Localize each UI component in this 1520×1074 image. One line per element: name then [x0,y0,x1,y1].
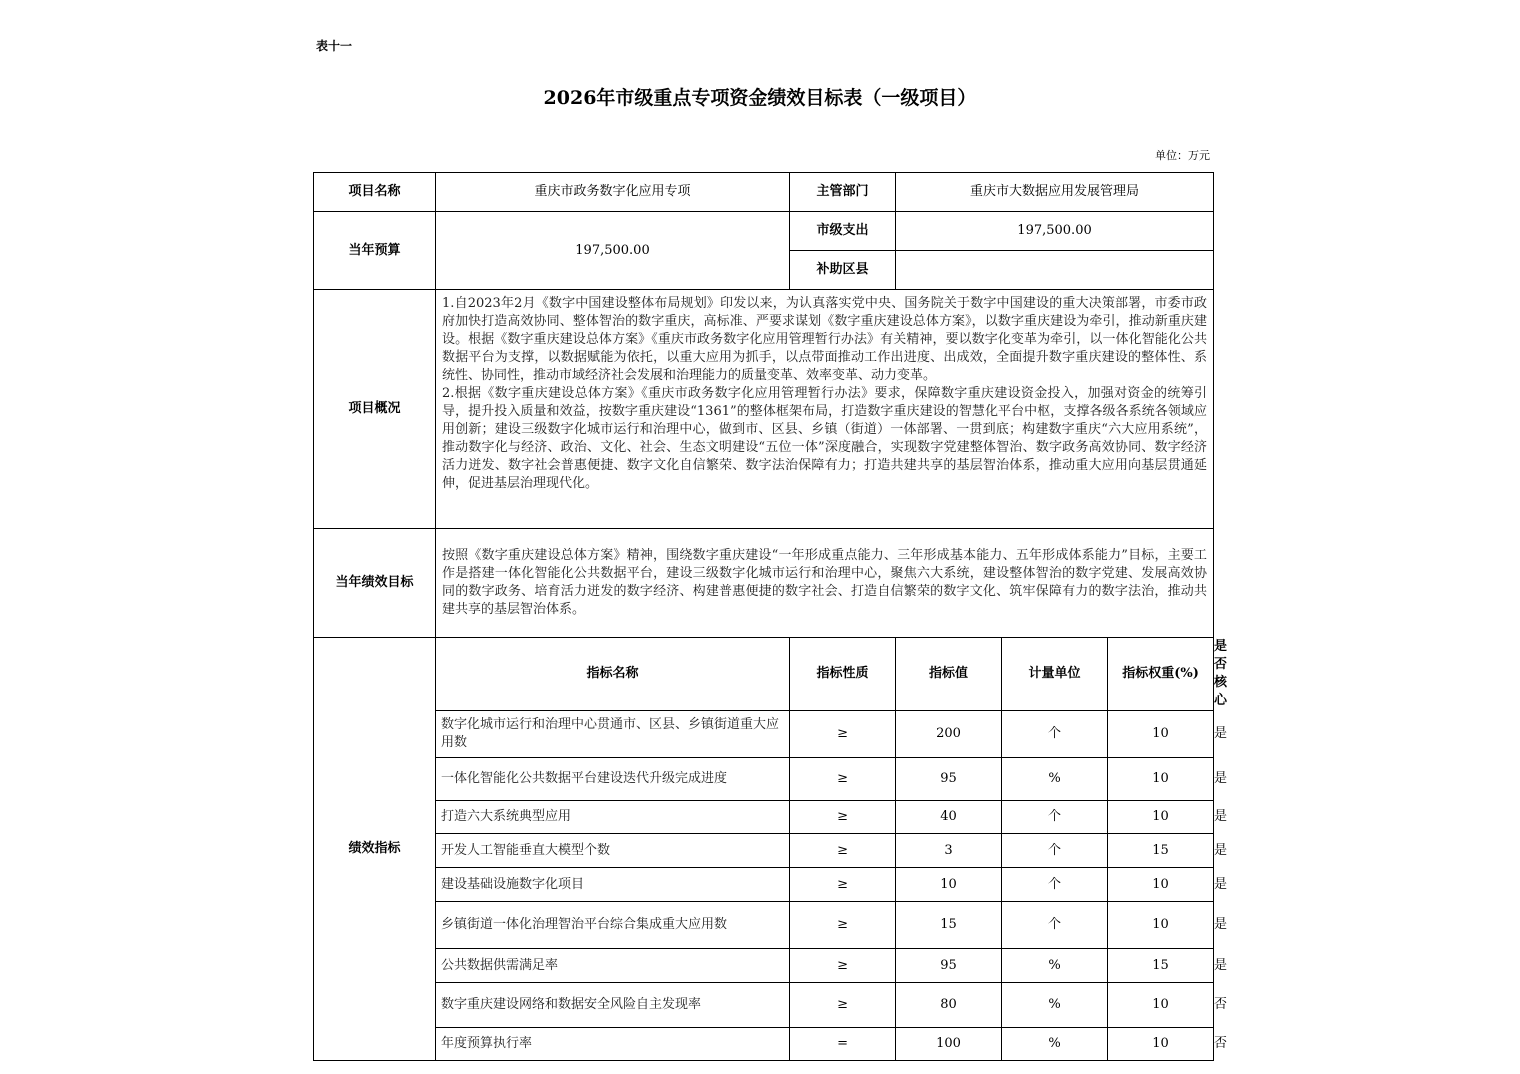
indicator-name: 乡镇街道一体化治理智治平台综合集成重大应用数 [436,902,790,949]
indicator-value: 40 [896,801,1002,834]
city-expense-value: 197,500.00 [896,212,1214,251]
project-name-label: 项目名称 [314,173,436,212]
indicator-nature: = [790,1028,896,1061]
indicator-weight: 10 [1108,1028,1214,1061]
indicator-name: 打造六大系统典型应用 [436,801,790,834]
indicator-nature: ≥ [790,902,896,949]
table-row: 乡镇街道一体化治理智治平台综合集成重大应用数 ≥ 15 个 10 是 [314,902,1214,949]
overview-text [436,290,1214,529]
indicator-weight: 10 [1108,758,1214,801]
indicator-nature: ≥ [790,834,896,868]
performance-table: 项目名称 重庆市政务数字化应用专项 主管部门 重庆市大数据应用发展管理局 当年预算 197,500.00 市级支出 197,500.00 补助区县 项目概况 1.自2023年2月《数字中国建设整体布局规划》印发以来，为认真落实党中央、国务院关于数字中国建设的重大决策部署，市委市政府加快打造高效协同、整体智治的数字重庆，高标准、严要求谋划《数字重庆建设总体方案》，以数字重庆建设为牵引，推动新重庆建设。根据《数字重庆建设总体方案》《重庆市政务数字化应用管理暂行办法》有关精神，要以数字化变革为牵引，以一体化智能化公共数据平台为支撑，以数据赋能为依托，以重大应用为抓手，以点带面推动工作出进度、出成效，全面提升数字重庆建设的整体性、系统性、协同性，推动市域经济社会发展和治理能力的质量变革、效率变革、动力变革。 2.根据《数字重庆建设总体方案》《重庆市政务数字化应用管理暂行办法》要求，保障数字重庆建设资金投入，加强对资金的统筹引导，提升投入质量和效益，按数字重庆建设“1361”的整体框架布局，打造数字重庆建设的智慧化平台中枢，支撑各级各系统各领域应用创新；建设三级数字化城市运行和治理中心，做到市、区县、乡镇（街道）一体部署、一贯到底；构建数字重庆“六大应用系统”，推动数字化与经济、政治、文化、社会、生态文明建设“五位一体”深度融合，实现数字党建整体智治、数字政务高效协同、数字经济活力迸发、数字社会普惠便捷、数字文化自信繁荣、数字法治保障有力；打造共建共享的基层智治体系，推动重大应用向基层贯通延伸，促进基层治理现代化。 当年绩效目标 按照《数字重庆建设总体方案》精神，围绕数字重庆建设“一年形成重点能力、三年形成基本能力、五年形成体系能力”目标，主要工作是搭建一体化智能化公共数据平台，建设三级数字化城市运行和治理中心，聚焦六大系统，建设整体智治的数字党建、发展高效协同的数字政务、培育活力迸发的数字经济、构建普惠便捷的数字社会、打造自信繁荣的数字文化、筑牢保障有力的数字法治，推动共建共享的基层智治体系。 绩效指标 指标名称 指标性质 指标值 计量单位 指标权重(%) 是否核心 数字化城市运行和治理中心贯通市、区县、乡镇街道重大应用数 ≥ 200 个 10 是 一体化智能化公共数据平台建设迭代升级完成进度 ≥ 95 % 10 是 打造六大系统典型应用 ≥ 40 个 10 是 开发人工智能垂直大模型个数 ≥ 3 个 15 是 建设基础设施数字化项目 ≥ 10 个 10 是 乡镇街道一体化治理智治平台综合集成重大应用数 ≥ 15 个 10 是 公共数据供需满足率 ≥ 95 % 15 是 数字重庆建设网络和数据安全风险自主发现率 ≥ 80 % 10 否 年度预算执行率 = 100 % 10 否 [313,172,1214,1061]
unit-label: 单位：万元 [1155,149,1210,162]
indicator-nature: ≥ [790,868,896,902]
page-title: 2026年市级重点专项资金绩效目标表（一级项目） [543,87,977,109]
indicator-weight: 10 [1108,868,1214,902]
table-row: 建设基础设施数字化项目 ≥ 10 个 10 是 [314,868,1214,902]
indicator-value: 95 [896,758,1002,801]
indicator-nature: ≥ [790,801,896,834]
indicator-value: 100 [896,1028,1002,1061]
indicator-weight: 10 [1108,801,1214,834]
table-row: 公共数据供需满足率 ≥ 95 % 15 是 [314,949,1214,983]
header-indicator-name: 指标名称 [436,638,790,711]
department-value: 重庆市大数据应用发展管理局 [896,173,1214,212]
budget-value: 197,500.00 [436,212,790,290]
indicator-name: 公共数据供需满足率 [436,949,790,983]
indicator-weight: 10 [1108,711,1214,758]
indicator-unit: 个 [1002,834,1108,868]
indicator-unit: % [1002,758,1108,801]
indicator-name: 建设基础设施数字化项目 [436,868,790,902]
indicator-unit: % [1002,983,1108,1028]
indicator-nature: ≥ [790,711,896,758]
overview-paragraph-1: 1.自2023年2月《数字中国建设整体布局规划》印发以来，为认真落实党中央、国务院关于数字中国建设的重大决策部署，市委市政府加快打造高效协同、整体智治的数字重庆，高标准、严要求谋划《数字重庆建设总体方案》，以数字重庆建设为牵引，推动新重庆建设。根据《数字重庆建设总体方案》《重庆市政务数字化应用管理暂行办法》有关精神，要以数字化变革为牵引，以一体化智能化公共数据平台为支撑，以数据赋能为依托，以重大应用为抓手，以点带面推动工作出进度、出成效，全面提升数字重庆建设的整体性、系统性、协同性，推动市域经济社会发展和治理能力的质量变革、效率变革、动力变革。 [442,296,1208,383]
table-row: 数字重庆建设网络和数据安全风险自主发现率 ≥ 80 % 10 否 [314,983,1214,1028]
indicator-weight: 15 [1108,949,1214,983]
city-expense-label: 市级支出 [790,212,896,251]
indicator-unit: 个 [1002,868,1108,902]
indicator-weight: 10 [1108,902,1214,949]
budget-label: 当年预算 [314,212,436,290]
indicator-name: 一体化智能化公共数据平台建设迭代升级完成进度 [436,758,790,801]
goal-text: 按照《数字重庆建设总体方案》精神，围绕数字重庆建设“一年形成重点能力、三年形成基本能力、五年形成体系能力”目标，主要工作是搭建一体化智能化公共数据平台，建设三级数字化城市运行和治理中心，聚焦六大系统，建设整体智治的数字党建、发展高效协同的数字政务、培育活力迸发的数字经济、构建普惠便捷的数字社会、打造自信繁荣的数字文化、筑牢保障有力的数字法治，推动共建共享的基层智治体系。 [436,529,1214,638]
indicator-value: 3 [896,834,1002,868]
district-subsidy-label: 补助区县 [790,251,896,290]
indicator-name: 开发人工智能垂直大模型个数 [436,834,790,868]
project-name-value: 重庆市政务数字化应用专项 [436,173,790,212]
indicator-value: 15 [896,902,1002,949]
header-nature: 指标性质 [790,638,896,711]
indicator-unit: % [1002,1028,1108,1061]
indicator-name: 数字化城市运行和治理中心贯通市、区县、乡镇街道重大应用数 [436,711,790,758]
indicator-value: 200 [896,711,1002,758]
indicator-nature: ≥ [790,758,896,801]
indicator-name: 数字重庆建设网络和数据安全风险自主发现率 [436,983,790,1028]
indicator-weight: 10 [1108,983,1214,1028]
table-row: 数字化城市运行和治理中心贯通市、区县、乡镇街道重大应用数 ≥ 200 个 10 是 [314,711,1214,758]
indicator-unit: 个 [1002,902,1108,949]
table-row: 年度预算执行率 = 100 % 10 否 [314,1028,1214,1061]
table-row: 一体化智能化公共数据平台建设迭代升级完成进度 ≥ 95 % 10 是 [314,758,1214,801]
indicator-unit: 个 [1002,801,1108,834]
indicator-value: 80 [896,983,1002,1028]
header-weight: 指标权重(%) [1108,638,1214,711]
table-row: 开发人工智能垂直大模型个数 ≥ 3 个 15 是 [314,834,1214,868]
overview-label: 项目概况 [314,290,436,529]
overview-paragraph-2: 2.根据《数字重庆建设总体方案》《重庆市政务数字化应用管理暂行办法》要求，保障数字重庆建设资金投入，加强对资金的统筹引导，提升投入质量和效益，按数字重庆建设“1361”的整体框架布局，打造数字重庆建设的智慧化平台中枢，支撑各级各系统各领域应用创新；建设三级数字化城市运行和治理中心，做到市、区县、乡镇（街道）一体部署、一贯到底；构建数字重庆“六大应用系统”，推动数字化与经济、政治、文化、社会、生态文明建设“五位一体”深度融合，实现数字党建整体智治、数字政务高效协同、数字经济活力迸发、数字社会普惠便捷、数字文化自信繁荣、数字法治保障有力；打造共建共享的基层智治体系，推动重大应用向基层贯通延伸，促进基层治理现代化。 [442,386,1208,491]
indicator-name: 年度预算执行率 [436,1028,790,1061]
goal-label: 当年绩效目标 [314,529,436,638]
department-label: 主管部门 [790,173,896,212]
indicator-nature: ≥ [790,949,896,983]
indicator-value: 95 [896,949,1002,983]
header-unit: 计量单位 [1002,638,1108,711]
indicator-weight: 15 [1108,834,1214,868]
indicators-label: 绩效指标 [314,638,436,1061]
indicator-unit: % [1002,949,1108,983]
header-value: 指标值 [896,638,1002,711]
sheet-label: 表十一 [316,39,353,53]
indicator-unit: 个 [1002,711,1108,758]
indicator-value: 10 [896,868,1002,902]
district-subsidy-value [896,251,1214,290]
indicator-nature: ≥ [790,983,896,1028]
table-row: 打造六大系统典型应用 ≥ 40 个 10 是 [314,801,1214,834]
